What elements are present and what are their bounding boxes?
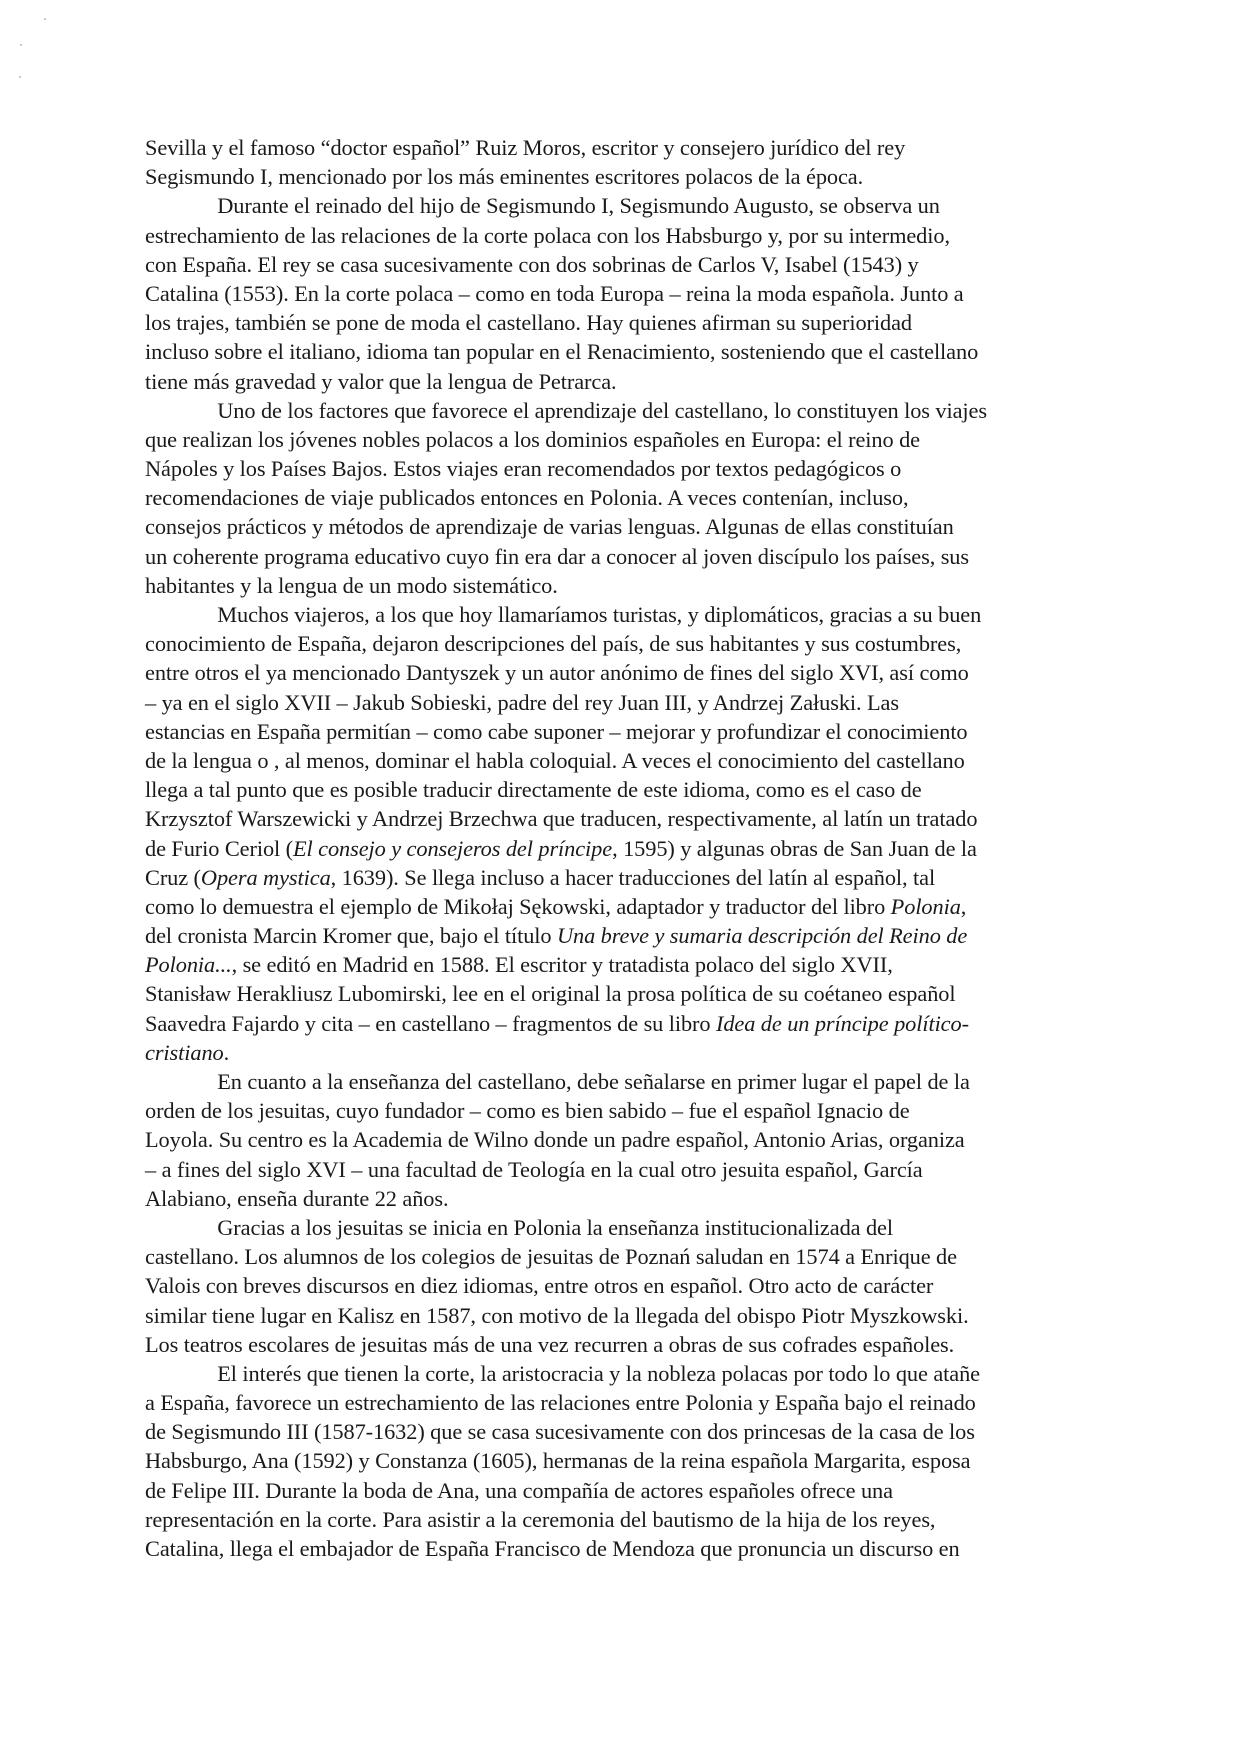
text-line: [145, 308, 1095, 337]
body-text: consejos prácticos y métodos de aprendizaje de varias lenguas. Algunas de ellas constituían: [145, 514, 954, 540]
text-line: [145, 950, 1095, 979]
scan-speck: [44, 18, 46, 20]
body-text: Krzysztof Warszewicki y Andrzej Brzechwa que traducen, respectivamente, al latín un tratado: [145, 806, 978, 832]
scan-speck: [20, 44, 22, 46]
text-line: [145, 1038, 1095, 1067]
text-line: [145, 454, 1095, 483]
body-text: que realizan los jóvenes nobles polacos a los dominios españoles en Europa: el reino de: [145, 426, 920, 452]
paragraph-first-line: [145, 600, 1095, 629]
body-text: Cruz (: [145, 864, 201, 890]
body-text: Stanisław Herakliusz Lubomirski, lee en el original la prosa política de su coétaneo español: [145, 981, 956, 1007]
text-line: [145, 1271, 1095, 1300]
text-line: [145, 483, 1095, 512]
text-line: [145, 1096, 1095, 1125]
text-line: [145, 629, 1095, 658]
text-line: [145, 1009, 1095, 1038]
text-line: [145, 367, 1095, 396]
italic-title-text: Opera mystica: [200, 864, 331, 890]
body-text: similar tiene lugar en Kalisz en 1587, con motivo de la llegada del obispo Piotr Myszkowski.: [145, 1302, 969, 1328]
paragraph-first-line: [145, 191, 1095, 220]
text-line: [145, 337, 1095, 366]
text-line: [145, 1534, 1095, 1563]
body-text: de Furio Ceriol (: [145, 835, 293, 861]
body-text: Sevilla y el famoso “doctor español” Ruiz Moros, escritor y consejero jurídico del rey: [145, 135, 906, 160]
paragraph-first-line: [145, 1359, 1095, 1388]
body-text: a España, favorece un estrechamiento de las relaciones entre Polonia y España bajo el reinado: [145, 1390, 976, 1416]
body-text: Durante el reinado del hijo de Segismundo I, Segismundo Augusto, se observa un: [217, 193, 940, 219]
text-line: [145, 1330, 1095, 1359]
text-line: [145, 542, 1095, 571]
paragraph-first-line: [145, 396, 1095, 425]
body-text: castellano. Los alumnos de los colegios de jesuitas de Poznań saludan en 1574 a Enrique de: [145, 1244, 957, 1270]
paragraph-first-line: [145, 1213, 1095, 1242]
text-line: [145, 221, 1095, 250]
body-text: Habsburgo, Ana (1592) y Constanza (1605), hermanas de la reina española Margarita, esposa: [145, 1448, 971, 1474]
body-text: Uno de los factores que favorece el aprendizaje del castellano, lo constituyen los viajes: [217, 397, 987, 423]
body-text: , 1639). Se llega incluso a hacer traducciones del latín al español, tal: [330, 864, 936, 890]
text-line: [145, 775, 1095, 804]
body-text: estrechamiento de las relaciones de la corte polaca con los Habsburgo y, por su intermedio,: [145, 222, 950, 248]
body-text: de la lengua o , al menos, dominar el habla coloquial. A veces el conocimiento del castellano: [145, 747, 965, 773]
text-line: [145, 921, 1095, 950]
italic-title-text: cristiano: [145, 1039, 224, 1065]
italic-title-text: El consejo y consejeros del príncipe: [292, 835, 613, 861]
body-text: de Segismundo III (1587-1632) que se casa sucesivamente con dos princesas de la casa de los: [145, 1419, 975, 1445]
body-text: Loyola. Su centro es la Academia de Wilno donde un padre español, Antonio Arias, organiza: [145, 1127, 965, 1153]
text-line: [145, 250, 1095, 279]
body-text: Gracias a los jesuitas se inicia en Polonia la enseñanza institucionalizada del: [217, 1214, 893, 1240]
scan-speck: [19, 76, 21, 78]
text-line: [145, 1505, 1095, 1534]
body-text: tiene más gravedad y valor que la lengua de Petrarca.: [145, 368, 617, 394]
body-text: , se editó en Madrid en 1588. El escritor y tratadista polaco del siglo XVII,: [231, 952, 893, 978]
body-text: con España. El rey se casa sucesivamente con dos sobrinas de Carlos V, Isabel (1543) y: [145, 251, 919, 277]
italic-title-text: Polonia: [890, 893, 961, 919]
text-line: [145, 1301, 1095, 1330]
text-line: [145, 279, 1095, 308]
body-text: incluso sobre el italiano, idioma tan popular en el Renacimiento, sosteniendo que el castellano: [145, 339, 979, 365]
body-text: Catalina (1553). En la corte polaca – como en toda Europa – reina la moda española. Junto a: [145, 280, 964, 306]
text-line: [145, 746, 1095, 775]
text-line: [145, 1125, 1095, 1154]
text-line: [145, 425, 1095, 454]
text-line: [145, 979, 1095, 1008]
body-text: , 1595) y algunas obras de San Juan de la: [612, 835, 977, 861]
body-text: En cuanto a la enseñanza del castellano, debe señalarse en primer lugar el papel de la: [217, 1069, 970, 1094]
body-text: habitantes y la lengua de un modo sistemático.: [145, 572, 558, 598]
text-line: [145, 512, 1095, 541]
body-text: un coherente programa educativo cuyo fin era dar a conocer al joven discípulo los países, sus: [145, 543, 969, 569]
body-text: orden de los jesuitas, cuyo fundador – como es bien sabido – fue el español Ignacio de: [145, 1098, 910, 1124]
body-text: los trajes, también se pone de moda el castellano. Hay quienes afirman su superioridad: [145, 310, 912, 336]
body-text: – a fines del siglo XVI – una facultad de Teología en la cual otro jesuita español, García: [145, 1156, 923, 1182]
body-text: Los teatros escolares de jesuitas más de una vez recurren a obras de sus cofrades españoles.: [145, 1331, 955, 1357]
text-line: [145, 688, 1095, 717]
body-text: como lo demuestra el ejemplo de Mikołaj Sękowski, adaptador y traductor del libro: [145, 893, 891, 919]
text-line: [145, 1446, 1095, 1475]
text-line: [145, 1155, 1095, 1184]
text-line: [145, 133, 1095, 162]
text-line: [145, 834, 1095, 863]
body-text: .: [223, 1039, 230, 1065]
text-line: [145, 1388, 1095, 1417]
text-line: [145, 863, 1095, 892]
body-text: – ya en el siglo XVII – Jakub Sobieski, padre del rey Juan III, y Andrzej Załuski. Las: [145, 689, 899, 715]
text-line: [145, 1417, 1095, 1446]
text-line: [145, 717, 1095, 746]
text-line: [145, 571, 1095, 600]
italic-title-text: Polonia...: [145, 952, 232, 978]
body-text: Saavedra Fajardo y cita – en castellano – fragmentos de su libro: [145, 1010, 716, 1036]
italic-title-text: Una breve y sumaria descripción del Reino de: [556, 923, 968, 949]
body-text: Catalina, llega el embajador de España Francisco de Mendoza que pronuncia un discurso en: [145, 1536, 960, 1561]
document-body: [145, 133, 1105, 1563]
body-text: del cronista Marcin Kromer que, bajo el título: [145, 923, 557, 949]
body-text: ,: [960, 893, 967, 919]
body-text: estancias en España permitían – como cabe suponer – mejorar y profundizar el conocimiento: [145, 718, 968, 744]
text-line: [145, 162, 1095, 191]
text-line: [145, 1242, 1095, 1271]
body-text: entre otros el ya mencionado Dantyszek y un autor anónimo de fines del siglo XVI, así como: [145, 660, 969, 686]
body-text: Alabiano, enseña durante 22 años.: [145, 1185, 449, 1211]
body-text: de Felipe III. Durante la boda de Ana, una compañía de actores españoles ofrece una: [145, 1477, 893, 1503]
body-text: Valois con breves discursos en diez idiomas, entre otros en español. Otro acto de carácter: [145, 1273, 934, 1299]
italic-title-text: Idea de un príncipe político-: [715, 1010, 969, 1036]
text-line: [145, 892, 1095, 921]
body-text: recomendaciones de viaje publicados entonces en Polonia. A veces contenían, incluso,: [145, 485, 909, 511]
body-text: llega a tal punto que es posible traducir directamente de este idioma, como es el caso de: [145, 777, 922, 803]
body-text: El interés que tienen la corte, la aristocracia y la nobleza polacas por todo lo que atañe: [217, 1360, 981, 1386]
body-text: Muchos viajeros, a los que hoy llamaríamos turistas, y diplomáticos, gracias a su buen: [217, 602, 982, 627]
body-text: representación en la corte. Para asistir a la ceremonia del bautismo de la hija de los reyes,: [145, 1506, 936, 1532]
text-line: [145, 1476, 1095, 1505]
text-line: [145, 1184, 1095, 1213]
paragraph-first-line: [145, 1067, 1095, 1096]
body-text: Nápoles y los Países Bajos. Estos viajes eran recomendados por textos pedagógicos o: [145, 456, 902, 482]
text-line: [145, 658, 1095, 687]
body-text: conocimiento de España, dejaron descripciones del país, de sus habitantes y sus costumbres,: [145, 631, 962, 657]
body-text: Segismundo I, mencionado por los más eminentes escritores polacos de la época.: [145, 164, 864, 190]
text-line: [145, 804, 1095, 833]
